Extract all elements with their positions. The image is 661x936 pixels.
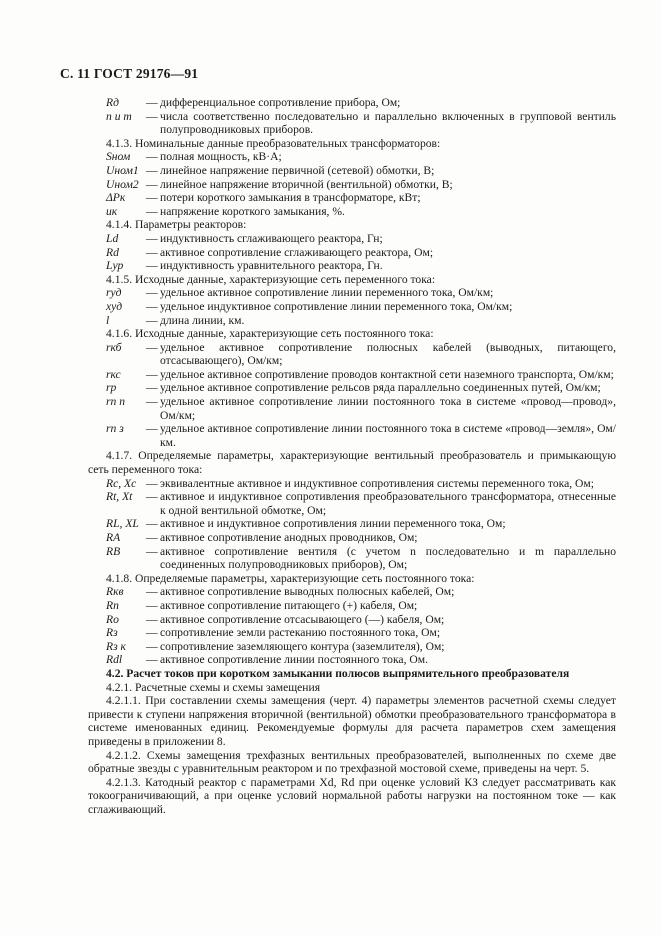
definition: активное сопротивление анодных проводников, Ом;	[160, 531, 418, 544]
definition-row: n и m — числа соответственно последовательно и параллельно включенных в групповой вентиль полупроводниковых приборов.	[88, 110, 616, 137]
definition: удельное активное сопротивление рельсов ряда параллельно соединенных путей, Ом/км;	[160, 381, 601, 395]
symbol: rуд	[106, 286, 122, 300]
definition: активное сопротивление линии постоянного тока, Ом.	[160, 653, 428, 667]
section-4-1-5: 4.1.5. Исходные данные, характеризующие сеть переменного тока:	[106, 272, 436, 286]
definition-row: Rд — дифференциальное сопротивление прибора, Ом;	[88, 96, 616, 110]
definition-row: Rз — сопротивление земли растеканию постоянного тока, Ом;	[88, 626, 616, 640]
definition-row: Ld — индуктивность сглаживающего реактора, Гн;	[88, 232, 616, 246]
definition-row: Rd — активное сопротивление сглаживающего реактора, Ом;	[88, 246, 616, 260]
definition: линейное напряжение вторичной (вентильной) обмотки, В;	[160, 177, 453, 191]
definition: сопротивление заземляющего контура (заземлителя), Ом;	[160, 639, 445, 653]
symbol: Uном2	[106, 177, 139, 191]
section-4-1-6: 4.1.6. Исходные данные, характеризующие сеть постоянного тока:	[106, 327, 434, 341]
definition-row: uк — напряжение короткого замыкания, %.	[88, 205, 616, 219]
definition: активное и индуктивное сопротивления линии переменного тока, Ом;	[160, 517, 506, 531]
definition-row: rр — удельное активное сопротивление рельсов ряда параллельно соединенных путей, Ом/км;	[88, 381, 616, 395]
definition-row: RL, XL — активное и индуктивное сопротивления линии переменного тока, Ом;	[88, 517, 616, 531]
definition: линейное напряжение первичной (сетевой) обмотки, В;	[160, 163, 435, 177]
definition-row: Lур — индуктивность уравнительного реактора, Гн.	[88, 259, 616, 273]
definition: активное сопротивление отсасывающего (—) кабеля, Ом;	[160, 612, 445, 626]
definition: удельное индуктивное сопротивление линии переменного тока, Ом/км;	[160, 299, 513, 313]
symbol: rкс	[106, 367, 121, 381]
symbol: Ld	[106, 231, 119, 245]
definition-row: Uном2 — линейное напряжение вторичной (вентильной) обмотки, В;	[88, 178, 616, 192]
paragraph-4-2-1-2: 4.2.1.2. Схемы замещения трехфазных вентильных преобразователей, выполненных по схеме две обратные звезды с уравнительным реактором и по трехфазной мостовой схеме, приведены на черт. 5.	[88, 748, 616, 776]
definition: активное сопротивление выводных полюсных кабелей, Ом;	[160, 585, 455, 599]
symbol: Rкв	[106, 585, 124, 599]
definition: удельное активное сопротивление проводов контактной сети наземного транспорта, Ом/км;	[160, 367, 614, 381]
definition: сопротивление земли растеканию постоянного тока, Ом;	[160, 626, 441, 640]
definition-row: Rз к — сопротивление заземляющего контура (заземлителя), Ом;	[88, 640, 616, 654]
definition-row: Rdl — активное сопротивление линии постоянного тока, Ом.	[88, 653, 616, 667]
symbol: Rо	[106, 612, 119, 626]
definition: удельное активное сопротивление линии переменного тока, Ом/км;	[160, 286, 494, 300]
definition-row: Rкв — активное сопротивление выводных полюсных кабелей, Ом;	[88, 585, 616, 599]
definition: эквивалентные активное и индуктивное сопротивления системы переменного тока, Ом;	[160, 476, 594, 490]
section-4-1-3: 4.1.3. Номинальные данные преобразовательных трансформаторов:	[106, 136, 441, 150]
definition: индуктивность сглаживающего реактора, Гн;	[160, 231, 383, 245]
definition-row: rкс — удельное активное сопротивление проводов контактной сети наземного транспорта, Ом/км;	[88, 368, 616, 382]
page-header: С. 11 ГОСТ 29176—91	[60, 66, 199, 81]
section-4-1-8: 4.1.8. Определяемые параметры, характеризующие сеть постоянного тока:	[106, 571, 475, 585]
definition-row: Sном — полная мощность, кВ·А;	[88, 150, 616, 164]
definition: индуктивность уравнительного реактора, Гн.	[160, 259, 383, 273]
definition-row: l — длина линии, км.	[88, 314, 616, 328]
definition: удельное активное сопротивление линии постоянного тока в системе «провод—провод», Ом/км;	[160, 395, 616, 422]
symbol: Rз к	[106, 639, 126, 653]
definition-row: xуд — удельное индуктивное сопротивление линии переменного тока, Ом/км;	[88, 300, 616, 314]
definition-row: rкб — удельное активное сопротивление полюсных кабелей (выводных, питающего, отсасывающего), Ом/км;	[88, 341, 616, 368]
definition-row: Rt, Xt — активное и индуктивное сопротивления преобразовательного трансформатора, отнесенные к одной вентильной обмотке, Ом;	[88, 490, 616, 517]
symbol: RA	[106, 531, 121, 544]
symbol: rп п	[106, 395, 126, 409]
symbol: Rd	[106, 245, 119, 259]
section-4-2-1: 4.2.1. Расчетные схемы и схемы замещения	[106, 680, 321, 694]
definition: напряжение короткого замыкания, %.	[160, 204, 345, 218]
symbol: RL, XL	[106, 517, 139, 531]
definition: удельное активное сопротивление полюсных кабелей (выводных, питающего, отсасывающего), Ом/км;	[160, 340, 616, 368]
symbol: rп з	[106, 422, 124, 436]
definition: длина линии, км.	[160, 313, 245, 327]
section-4-1-4: 4.1.4. Параметры реакторов:	[106, 218, 247, 232]
definition-row: ΔPк — потери короткого замыкания в трансформаторе, кВт;	[88, 191, 616, 205]
definition: потери короткого замыкания в трансформаторе, кВт;	[160, 191, 421, 205]
symbol: rр	[106, 381, 117, 395]
definition: активное сопротивление сглаживающего реактора, Ом;	[160, 245, 434, 259]
symbol: Rз	[106, 626, 118, 640]
definition-row: RA — активное сопротивление анодных проводников, Ом;	[88, 531, 616, 545]
definition: дифференциальное сопротивление прибора, Ом;	[160, 96, 401, 109]
definition-row: rп з — удельное активное сопротивление линии постоянного тока в системе «провод—земля», Ом/км.	[88, 422, 616, 449]
paragraph-4-2-1-3: 4.2.1.3. Катодный реактор с параметрами Xd, Rd при оценке условий КЗ следует рассматривать как токоограничивающий, а при оценке условий нормальной работы нагрузки на постоянном токе — как сглаживающий.	[88, 775, 616, 816]
symbol: ΔPк	[106, 191, 126, 205]
symbol: Rdl	[106, 653, 123, 667]
symbol: xуд	[106, 299, 123, 313]
section-4-2-title: 4.2. Расчет токов при коротком замыкании полюсов выпрямительного преобразователя	[106, 666, 570, 680]
section-4-1-7: 4.1.7. Определяемые параметры, характеризующие вентильный преобразователь и примыкающую сеть переменного тока:	[88, 449, 616, 477]
definition-row: Rп — активное сопротивление питающего (+) кабеля, Ом;	[88, 599, 616, 613]
symbol: RB	[106, 544, 121, 558]
definition-row: rуд — удельное активное сопротивление линии переменного тока, Ом/км;	[88, 286, 616, 300]
symbol: Uном1	[106, 163, 139, 177]
definition: полная мощность, кВ·А;	[160, 150, 282, 164]
symbol: n и m	[106, 109, 132, 123]
symbol: Rc, Xc	[106, 476, 137, 490]
symbol: Rд	[106, 96, 119, 109]
definition-row: rп п — удельное активное сопротивление линии постоянного тока в системе «провод—провод», Ом/км;	[88, 395, 616, 422]
symbol: Lур	[106, 259, 124, 273]
symbol: l	[106, 313, 110, 327]
definition: активное сопротивление вентиля (с учетом n последовательно и m параллельно соединенных полупроводниковых приборов), Ом;	[160, 544, 616, 572]
definition-row: Uном1 — линейное напряжение первичной (сетевой) обмотки, В;	[88, 164, 616, 178]
definition: числа соответственно последовательно и параллельно включенных в групповой вентиль полупроводниковых приборов.	[160, 109, 616, 137]
page-content	[88, 96, 616, 816]
symbol: uк	[106, 204, 118, 218]
definition-row: Rc, Xc — эквивалентные активное и индуктивное сопротивления системы переменного тока, Ом;	[88, 477, 616, 491]
paragraph-4-2-1-1: 4.2.1.1. При составлении схемы замещения (черт. 4) параметры элементов расчетной схемы следует привести к ступени напряжения вторичной (вентильной) обмотки преобразовательного трансформатора в системе именованных единиц. Рекомендуемые формулы для расчета параметров схем замещения приведены в приложении 8.	[88, 694, 616, 748]
definition-row: Rо — активное сопротивление отсасывающего (—) кабеля, Ом;	[88, 613, 616, 627]
definition: активное и индуктивное сопротивления преобразовательного трансформатора, отнесенные к одной вентильной обмотке, Ом;	[160, 490, 616, 517]
symbol: rкб	[106, 340, 122, 354]
definition: удельное активное сопротивление линии постоянного тока в системе «провод—земля», Ом/км.	[160, 422, 616, 449]
definition: активное сопротивление питающего (+) кабеля, Ом;	[160, 598, 418, 612]
symbol: Rt, Xt	[106, 490, 133, 504]
symbol: Sном	[106, 150, 131, 164]
definition-row: RB — активное сопротивление вентиля (с учетом n последовательно и m параллельно соединенных полупроводниковых приборов), Ом;	[88, 545, 616, 572]
symbol: Rп	[106, 598, 119, 612]
